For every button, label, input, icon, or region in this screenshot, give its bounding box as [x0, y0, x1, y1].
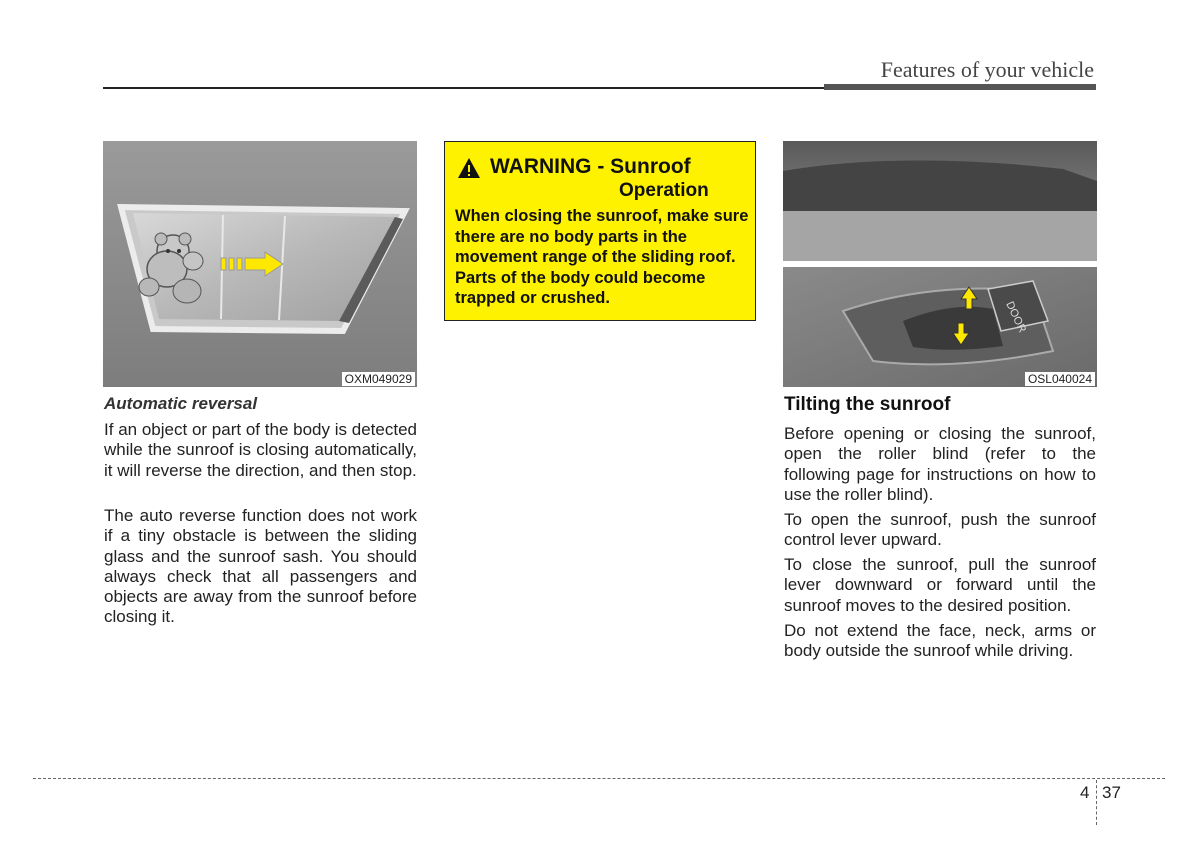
- paragraph: If an object or part of the body is detected while the sunroof is closing automatically, it will reverse the direction, and then stop.: [104, 420, 417, 480]
- paragraph: Do not extend the face, neck, arms or body outside the sunroof while driving.: [784, 621, 1096, 661]
- automatic-reversal-subhead: Automatic reversal: [104, 394, 258, 413]
- chapter-number: 4: [1080, 783, 1090, 802]
- footer-rule: [33, 778, 1165, 779]
- svg-text:DOOR: DOOR: [1003, 299, 1029, 335]
- warning-body: When closing the sunroof, make sure there are no body parts in the movement range of the sliding roof. Parts of the body could become trapped or crushed.: [455, 207, 749, 307]
- figure-code: OSL040024: [1025, 372, 1095, 386]
- paragraph: To open the sunroof, push the sunroof control lever upward.: [784, 510, 1096, 550]
- warning-title: WARNING - Sunroof: [490, 155, 691, 178]
- figure-code: OXM049029: [342, 372, 415, 386]
- paragraph: The auto reverse function does not work if a tiny obstacle is between the sliding glass and the sunroof sash. You should always check that all passengers and objects are away from the sunroof before closing it.: [104, 506, 417, 627]
- warning-subtitle: Operation: [619, 180, 709, 201]
- header-rule-accent: [824, 84, 1096, 90]
- tilting-sunroof-title: Tilting the sunroof: [784, 394, 951, 415]
- sunroof-reversal-image: [103, 141, 417, 387]
- footer-divider: [1096, 780, 1097, 825]
- sunroof-switch-image: [783, 141, 1097, 387]
- warning-triangle-icon: [457, 157, 481, 179]
- paragraph: Before opening or closing the sunroof, open the roller blind (refer to the following page for instructions on how to use the roller blind).: [784, 424, 1096, 504]
- sunroof-reversal-illustration: [103, 141, 417, 387]
- paragraph: To close the sunroof, pull the sunroof lever downward or forward until the sunroof moves to the desired position.: [784, 555, 1096, 615]
- sunroof-switch-illustration: [783, 141, 1097, 387]
- page-header-title: Features of your vehicle: [880, 57, 1094, 82]
- page-number: 37: [1102, 783, 1121, 802]
- warning-box: [444, 141, 756, 321]
